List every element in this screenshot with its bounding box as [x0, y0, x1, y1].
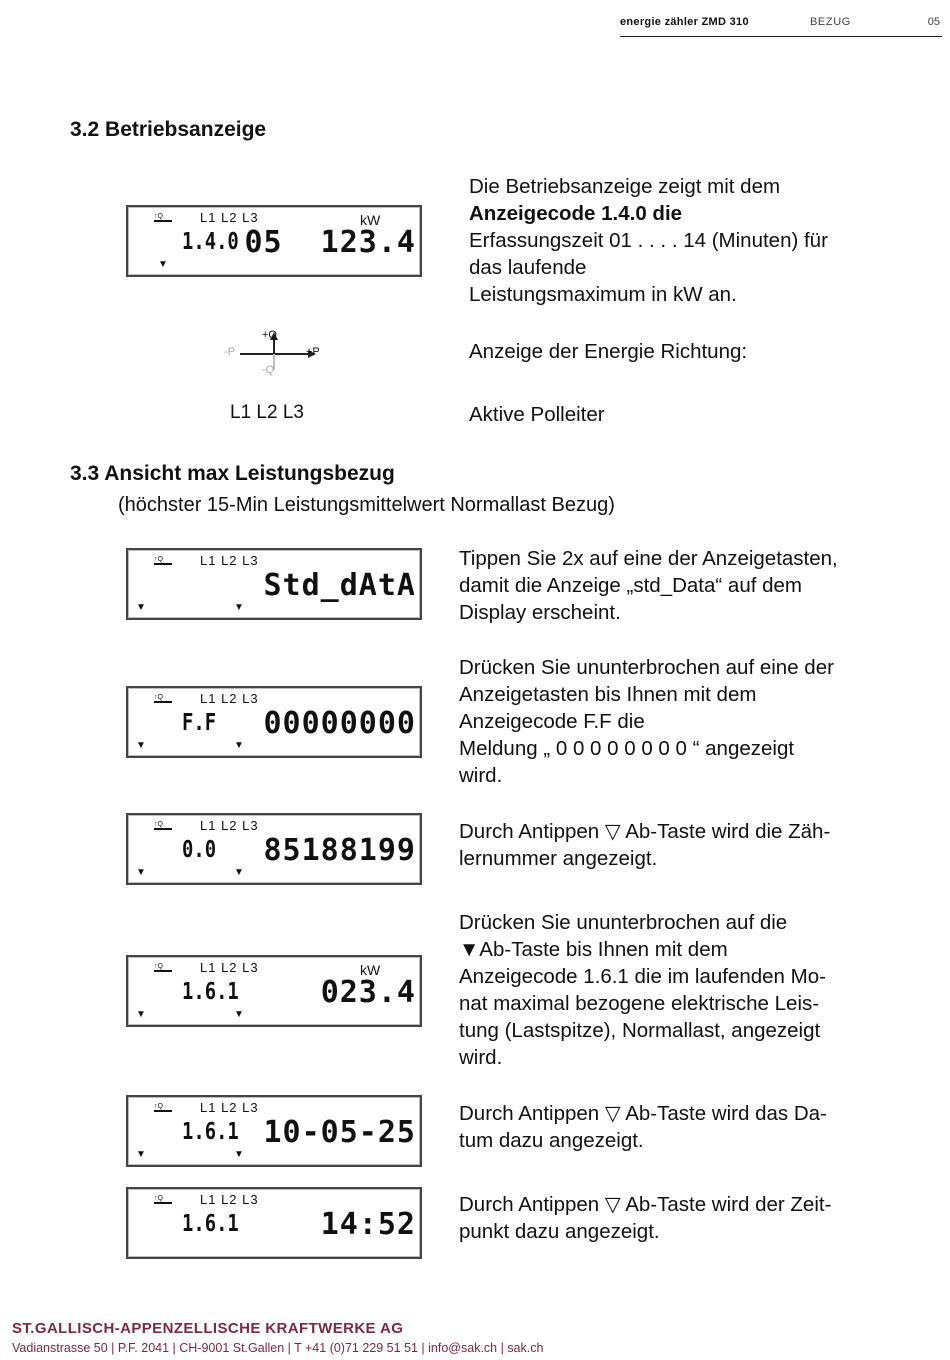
display-code: 1.6.1 [182, 1119, 239, 1145]
phase-labels: L1 L2 L3 [200, 1192, 259, 1207]
lcd-display-std-data [126, 548, 422, 620]
text-line: Meldung „ 0 0 0 0 0 0 0 0 “ angezeigt [459, 737, 795, 760]
text-line: Anzeigecode 1.4.0 die [469, 202, 683, 225]
display-value: 05 123.4 [244, 225, 416, 260]
text-line: Die Betriebsanzeige zeigt mit dem [469, 175, 781, 198]
phase-labels: L1 L2 L3 [200, 691, 259, 706]
lcd-display-meter-number [126, 813, 422, 885]
p-minus-label: -P [224, 346, 235, 358]
unit-label: kW [360, 962, 381, 978]
text-line: Drücken Sie ununterbrochen auf die [459, 911, 788, 934]
direction-label: Anzeige der Energie Richtung: [469, 340, 748, 363]
triangle-down-icon: ▼ [136, 740, 146, 751]
text-line: Anzeigecode 1.6.1 die im laufenden Mo- [459, 965, 826, 988]
unit-label: kW [360, 212, 381, 228]
section-subheading: (höchster 15-Min Leistungsmittelwert Normallast Bezug) [118, 494, 615, 516]
text-line: nat maximal bezogene elektrische Leis- [459, 992, 820, 1015]
header-title: energie zähler ZMD 310 [620, 16, 749, 28]
triangle-down-icon: ▼ [136, 1009, 146, 1020]
text-line: Durch Antippen ▽ Ab-Taste wird der Zeit- [459, 1193, 832, 1216]
page-number: 05 [927, 16, 940, 28]
text-line: Drücken Sie ununterbrochen auf eine der [459, 656, 834, 679]
header-section: BEZUG [810, 16, 851, 28]
display-code: 0.0 [182, 837, 217, 863]
direction-indicator-icon: ↑Q [154, 556, 163, 563]
lcd-display-ff [126, 686, 422, 758]
text-line: punkt dazu angezeigt. [459, 1220, 660, 1243]
direction-indicator-icon: ↑Q [154, 963, 163, 970]
footer-company: ST.GALLISCH-APPENZELLISCHE KRAFTWERKE AG [12, 1320, 404, 1337]
text-line: Leistungsmaximum in kW an. [469, 283, 737, 306]
phase-labels: L1 L2 L3 [200, 960, 259, 975]
instruction-3 [459, 818, 830, 872]
text-line: Anzeigecode F.F die [459, 710, 645, 733]
text-line: tung (Lastspitze), Normallast, angezeigt [459, 1019, 821, 1042]
display-code: 1.4.0 [182, 229, 239, 255]
instruction-6 [459, 1191, 831, 1245]
text-line: lernummer angezeigt. [459, 847, 658, 870]
instruction-5 [459, 1100, 827, 1154]
text-line: Durch Antippen ▽ Ab-Taste wird die Zäh- [459, 820, 831, 843]
triangle-down-icon: ▼ [136, 602, 146, 613]
text-line: Display erscheint. [459, 601, 621, 624]
operating-description [469, 173, 828, 308]
instruction-4 [459, 909, 826, 1071]
text-line: Durch Antippen ▽ Ab-Taste wird das Da- [459, 1102, 827, 1125]
lcd-display-time [126, 1187, 422, 1259]
text-line: das laufende [469, 256, 587, 279]
display-value: 14:52 [320, 1207, 416, 1242]
display-code: 1.6.1 [182, 1211, 239, 1237]
direction-indicator-icon: ↑Q [154, 821, 163, 828]
text-line: wird. [459, 764, 503, 787]
pole-glyph: L1 L2 L3 [230, 402, 304, 423]
phase-labels: L1 L2 L3 [200, 553, 259, 568]
phase-labels: L1 L2 L3 [200, 818, 259, 833]
q-plus-label: +Q [262, 329, 277, 341]
text-line: Erfassungszeit 01 . . . . 14 (Minuten) für [469, 229, 828, 252]
text-line: Tippen Sie 2x auf eine der Anzeigetasten, [459, 547, 838, 570]
triangle-down-icon: ▼ [136, 867, 146, 878]
footer-address: Vadianstrasse 50 | P.F. 2041 | CH-9001 St.Gallen | T +41 (0)71 229 51 51 | info@sak.ch | sak.ch [12, 1341, 544, 1355]
triangle-down-icon: ▼ [234, 602, 244, 613]
text-line: wird. [459, 1046, 503, 1069]
display-code: 1.6.1 [182, 979, 239, 1005]
p-plus-label: +P [306, 346, 320, 358]
text-line: ▼Ab-Taste bis Ihnen mit dem [459, 938, 728, 961]
triangle-down-icon: ▼ [158, 259, 168, 270]
triangle-down-icon: ▼ [234, 1009, 244, 1020]
triangle-down-icon: ▼ [136, 1149, 146, 1160]
direction-indicator-icon: ↑Q [154, 694, 163, 701]
display-value: Std_dAtA [263, 568, 416, 603]
display-value: 023.4 [320, 975, 416, 1010]
instruction-1 [459, 545, 838, 626]
text-line: Anzeigetasten bis Ihnen mit dem [459, 683, 757, 706]
pole-label: Aktive Polleiter [469, 403, 605, 426]
display-value: 85188199 [263, 833, 416, 868]
display-code: F.F [182, 710, 217, 736]
section-heading-3-3: 3.3 Ansicht max Leistungsbezug [70, 462, 395, 485]
page-header [620, 14, 942, 37]
direction-indicator-icon: ↑Q [154, 1103, 163, 1110]
triangle-down-icon: ▼ [234, 740, 244, 751]
triangle-down-icon: ▼ [234, 867, 244, 878]
direction-indicator-icon: ↑Q [154, 213, 163, 220]
lcd-display-peak [126, 955, 422, 1027]
phase-labels: L1 L2 L3 [200, 210, 259, 225]
lcd-display-operating [126, 205, 422, 277]
display-value: 00000000 [263, 706, 416, 741]
lcd-display-date [126, 1095, 422, 1167]
triangle-down-icon: ▼ [234, 1149, 244, 1160]
display-value: 10-05-25 [263, 1115, 416, 1150]
direction-indicator-icon: ↑Q [154, 1195, 163, 1202]
phase-labels: L1 L2 L3 [200, 1100, 259, 1115]
q-minus-label: -Q [262, 364, 275, 376]
text-line: tum dazu angezeigt. [459, 1129, 644, 1152]
instruction-2 [459, 654, 834, 789]
section-heading-3-2: 3.2 Betriebsanzeige [70, 118, 267, 141]
text-line: damit die Anzeige „std_Data“ auf dem [459, 574, 802, 597]
